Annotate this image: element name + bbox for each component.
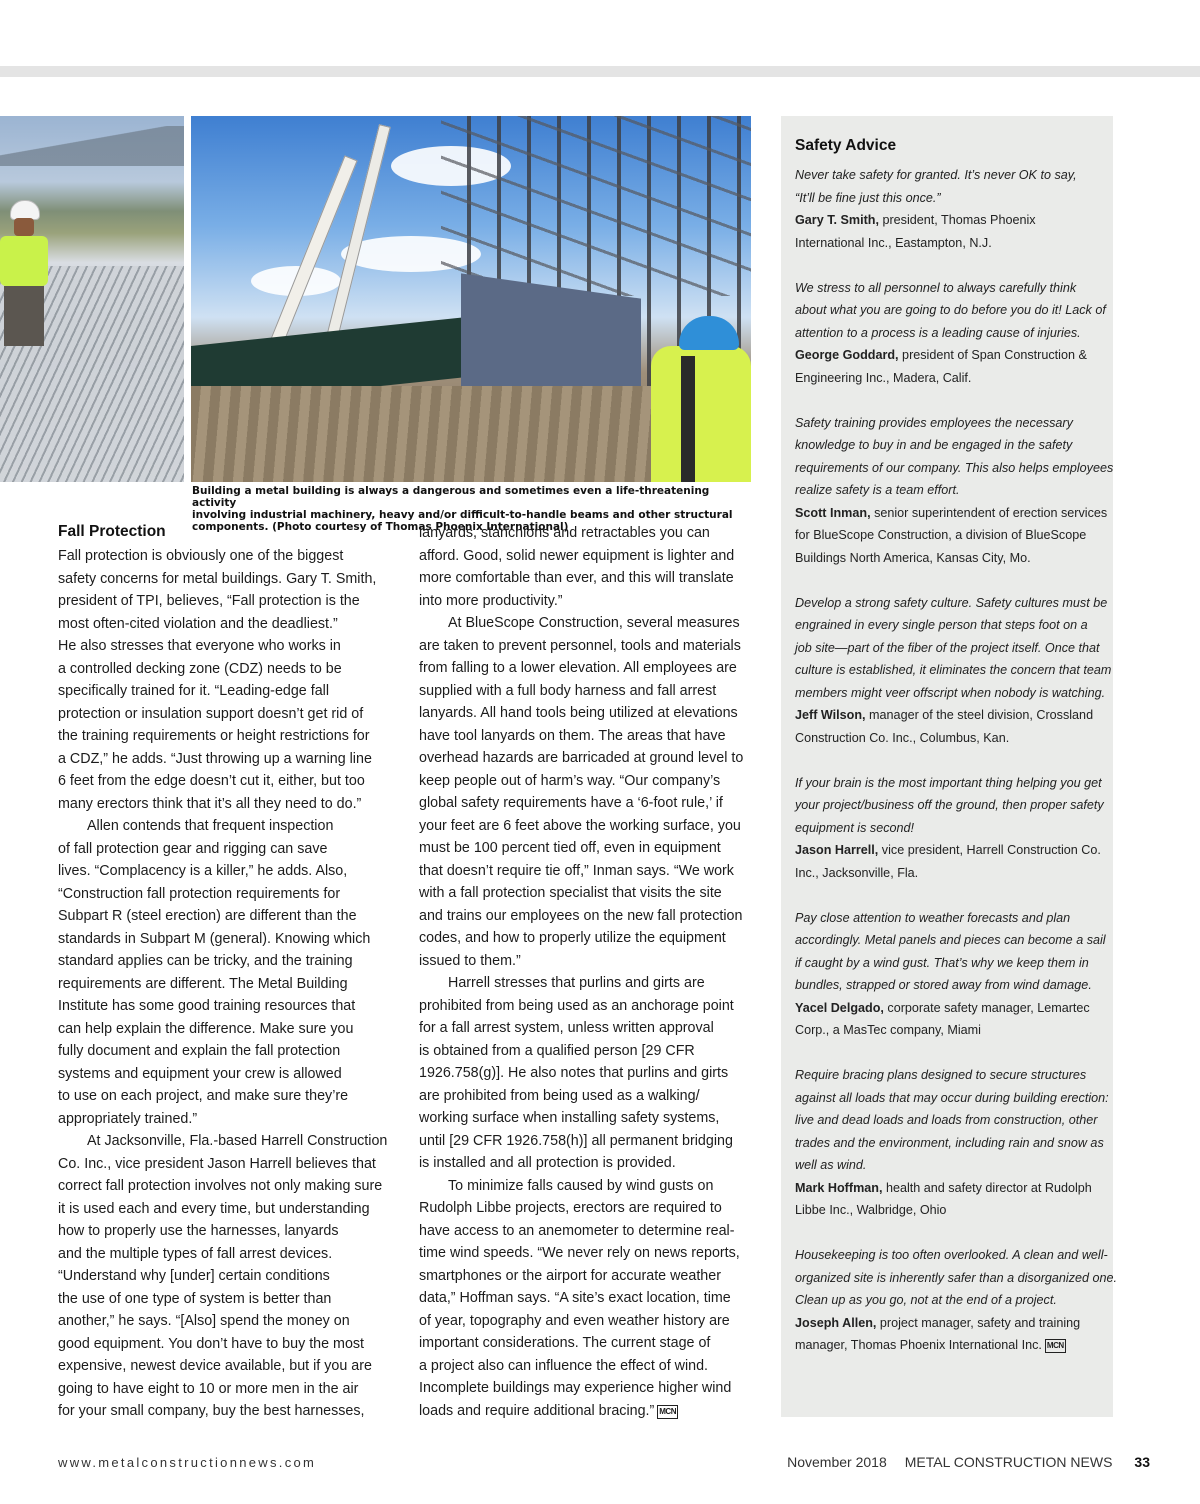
footer-publication: METAL CONSTRUCTION NEWS	[904, 1454, 1113, 1470]
advice-role-line	[795, 1334, 1105, 1357]
article-line: fully document and explain the fall protection	[58, 1043, 341, 1059]
article-line: have access to an anemometer to determine real-	[419, 1222, 735, 1239]
advice-quote: We stress to all personnel to always carefully think	[795, 280, 1077, 295]
article-line: lanyards, stanchions and retractables you can	[419, 525, 710, 541]
article-line: supplied with a full body harness and fall arrest	[419, 682, 717, 699]
advice-quote: about what you are going to do before you do it! Lack of	[795, 303, 1106, 317]
article-line: of fall protection gear and rigging can save	[58, 840, 328, 857]
advice-role: International Inc., Eastampton, N.J.	[795, 235, 992, 250]
advice-attribution	[795, 209, 1105, 232]
advice-quote: culture is established, it eliminates the concern that team	[795, 663, 1112, 677]
article-line: most often-cited violation and the deadliest.”	[58, 615, 338, 632]
advice-quote: accordingly. Metal panels and pieces can become a sail	[795, 933, 1106, 947]
advice-quote: trades and the environment, including rain and snow as	[795, 1135, 1104, 1150]
article-line: is obtained from a qualified person [29 CFR	[419, 1042, 695, 1059]
article-line: that doesn’t require tie off,” Inman says. “We work	[419, 862, 734, 879]
article-line: At Jacksonville, Fla.-based Harrell Construction	[87, 1133, 388, 1149]
advice-role-line	[795, 862, 1105, 885]
article-line: must be 100 percent tied off, even in equipment	[419, 840, 721, 856]
article-line: appropriately trained.”	[58, 1110, 198, 1127]
article-line: can help explain the difference. Make sure you	[58, 1020, 354, 1037]
advice-role: manager of the steel division, Crossland	[865, 708, 1094, 722]
article-line: correct fall protection involves not only making sure	[58, 1178, 383, 1194]
article-line: To minimize falls caused by wind gusts on	[448, 1177, 714, 1194]
advice-role: Buildings North America, Kansas City, Mo.	[795, 550, 1031, 565]
advice-role: health and safety director at Rudolph	[882, 1180, 1092, 1195]
safety-advice-sidebar	[781, 116, 1118, 1417]
advice-quote: organized site is inherently safer than a disorganized one.	[795, 1270, 1118, 1285]
article-line: data,” Hoffman says. “A site’s exact location, time	[419, 1290, 731, 1306]
crane-construction-photo	[191, 116, 751, 482]
article-line: Allen contends that frequent inspection	[87, 818, 334, 834]
section-heading: Fall Protection	[58, 523, 166, 540]
top-rule	[0, 66, 1200, 77]
article-line: it is used each and every time, but understanding	[58, 1200, 370, 1217]
advice-quote: Pay close attention to weather forecasts and plan	[795, 910, 1071, 925]
advice-quote: attention to a process is a leading cause of injuries.	[795, 325, 1081, 340]
advice-quote: If your brain is the most important thing helping you get	[795, 775, 1102, 790]
article-line: Institute has some good training resources that	[58, 998, 356, 1014]
article-line: requirements are different. The Metal Building	[58, 975, 348, 992]
article-line: for a fall arrest system, unless written approval	[419, 1020, 714, 1036]
article-line: the training requirements or height restrictions for	[58, 728, 370, 744]
advice-role: for BlueScope Construction, a division of BlueScope	[795, 528, 1087, 542]
advice-role: Engineering Inc., Madera, Calif.	[795, 370, 972, 385]
article-line: keep people out of harm’s way. “Our company’s	[419, 772, 721, 789]
article-line: loads and require additional bracing.” MCN	[419, 1402, 676, 1419]
article-line: specifically trained for it. “Leading-edge fall	[58, 683, 329, 699]
article-line: overhead hazards are barricaded at ground level to	[419, 750, 744, 766]
advice-name: Jeff Wilson,	[795, 708, 866, 722]
article-line: issued to them.”	[419, 952, 521, 969]
article-line: systems and equipment your crew is allowed	[58, 1065, 342, 1082]
advice-attribution	[795, 344, 1105, 367]
end-mark: MCN	[1045, 1339, 1066, 1353]
article-line: president of TPI, believes, “Fall protection is the	[58, 593, 360, 609]
article-line: a controlled decking zone (CDZ) needs to be	[58, 660, 342, 677]
advice-quote: Require bracing plans designed to secure structures	[795, 1068, 1087, 1082]
article-line: Subpart R (steel erection) are different than the	[58, 908, 357, 924]
advice-quote: equipment is second!	[795, 820, 915, 835]
article-line: are taken to prevent personnel, tools and materials	[419, 637, 741, 654]
advice-role-line	[795, 367, 1105, 390]
advice-attribution	[795, 997, 1105, 1020]
footer-date: November 2018	[787, 1454, 887, 1470]
advice-role: corporate safety manager, Lemartec	[883, 1000, 1090, 1015]
article-line: many erectors think that it’s all they need to do.”	[58, 795, 362, 812]
advice-attribution	[795, 839, 1105, 862]
advice-role-line	[795, 547, 1105, 570]
article-line: global safety requirements have a ‘6-foot rule,’ if	[419, 795, 723, 811]
advice-role-line	[795, 1199, 1105, 1222]
article-line: Fall protection is obviously one of the biggest	[58, 548, 344, 564]
article-line: good equipment. You don’t have to buy the most	[58, 1335, 365, 1352]
article-line: from falling to a lower elevation. All employees are	[419, 660, 737, 676]
page-number: 33	[1134, 1454, 1150, 1470]
article-line: and the multiple types of fall arrest devices.	[58, 1245, 333, 1262]
article-line: how to properly use the harnesses, lanyards	[58, 1223, 339, 1239]
article-line: expensive, newest device available, but if you are	[58, 1358, 372, 1374]
advice-quote: knowledge to buy in and be engaged in the safety	[795, 438, 1073, 452]
advice-attribution	[795, 704, 1105, 727]
advice-name: Scott Inman,	[795, 505, 871, 520]
advice-role-line	[795, 727, 1105, 750]
advice-role: manager, Thomas Phoenix International Inc.	[795, 1338, 1042, 1352]
article-line: have tool lanyards on them. The areas that have	[419, 727, 726, 744]
worker-on-roof-photo	[0, 116, 184, 482]
advice-quote: if caught by a wind gust. That’s why we keep them in	[795, 955, 1089, 970]
advice-quote: job site—part of the fiber of the project itself. Once that	[795, 640, 1100, 655]
advice-role-line	[795, 1019, 1105, 1042]
article-line: into more productivity.”	[419, 592, 563, 609]
advice-name: Mark Hoffman,	[795, 1180, 883, 1195]
article-line: until [29 CFR 1926.758(h)] all permanent bridging	[419, 1132, 733, 1149]
article-line: standards in Subpart M (general). Knowing which	[58, 930, 371, 947]
article-column-1	[58, 545, 398, 1423]
article-line: are prohibited from being used as a walking/	[419, 1087, 700, 1104]
advice-role: president of Span Construction &	[898, 348, 1087, 362]
article-line: a project also can influence the effect of wind.	[419, 1357, 709, 1374]
footer-info	[787, 1454, 1150, 1470]
advice-role: Inc., Jacksonville, Fla.	[795, 865, 919, 880]
article-line: afford. Good, solid newer equipment is lighter and	[419, 547, 735, 564]
advice-role-line	[795, 524, 1105, 547]
advice-quote: engrained in every single person that steps foot on a	[795, 618, 1088, 632]
advice-quote: realize safety is a team effort.	[795, 483, 960, 497]
advice-quote: “It’ll be fine just this once.”	[795, 190, 941, 205]
advice-attribution	[795, 1177, 1105, 1200]
advice-role: Corp., a MasTec company, Miami	[795, 1023, 981, 1037]
advice-role: president, Thomas Phoenix	[878, 213, 1036, 227]
advice-name: Jason Harrell,	[795, 843, 879, 857]
advice-quote: bundles, strapped or stored away from wind damage.	[795, 978, 1092, 992]
article-line: a CDZ,” he adds. “Just throwing up a warning line	[58, 750, 372, 767]
article-line: lives. “Complacency is a killer,” he adds. Also,	[58, 863, 348, 879]
article-line: is installed and all protection is provided.	[419, 1155, 676, 1171]
advice-quote: Never take safety for granted. It’s never OK to say,	[795, 168, 1077, 182]
article-line: safety concerns for metal buildings. Gary T. Smith,	[58, 570, 377, 587]
article-line: At BlueScope Construction, several measures	[448, 615, 740, 631]
footer-website: www.metalconstructionnews.com	[58, 1455, 317, 1470]
advice-attribution	[795, 1312, 1105, 1335]
end-mark: MCN	[657, 1405, 678, 1419]
article-line: important considerations. The current stage of	[419, 1335, 711, 1351]
article-line: He also stresses that everyone who works in	[58, 638, 341, 654]
advice-name: Joseph Allen,	[795, 1315, 877, 1330]
article-line: 1926.758(g)]. He also notes that purlins and girts	[419, 1065, 729, 1081]
article-line: the use of one type of system is better than	[58, 1290, 332, 1307]
article-line: for your small company, buy the best harnesses,	[58, 1403, 365, 1419]
article-line: to use on each project, and make sure they’re	[58, 1088, 349, 1104]
article-line: smartphones or the airport for accurate weather	[419, 1267, 721, 1284]
article-line: your feet are 6 feet above the working surface, you	[419, 817, 741, 834]
advice-quote: members might veer offscript when nobody is watching.	[795, 685, 1106, 700]
advice-quote: Develop a strong safety culture. Safety cultures must be	[795, 595, 1108, 610]
advice-name: Yacel Delgado,	[795, 1000, 884, 1015]
advice-quote: Safety training provides employees the necessary	[795, 415, 1073, 430]
advice-role: senior superintendent of erection services	[870, 505, 1108, 520]
advice-quote: Housekeeping is too often overlooked. A clean and well-	[795, 1248, 1108, 1262]
article-line: “Construction fall protection requirements for	[58, 885, 341, 902]
article-column-2	[419, 522, 754, 1422]
article-line: protection or insulation support doesn’t get rid of	[58, 705, 364, 722]
article-line: going to have eight to 10 or more men in the air	[58, 1380, 359, 1397]
article-line: 6 feet from the edge doesn’t cut it, either, but too	[58, 773, 365, 789]
article-line: “Understand why [under] certain conditions	[58, 1268, 330, 1284]
article-line: Incomplete buildings may experience higher wind	[419, 1380, 732, 1396]
article-line: standard applies can be tricky, and the training	[58, 953, 353, 969]
advice-role: Construction Co. Inc., Columbus, Kan.	[795, 730, 1010, 745]
advice-quote: Clean up as you go, not at the end of a project.	[795, 1293, 1057, 1307]
advice-role: vice president, Harrell Construction Co.	[878, 843, 1101, 857]
article-line: more comfortable than ever, and this will translate	[419, 570, 734, 586]
article-line: lanyards. All hand tools being utilized at elevations	[419, 705, 738, 721]
article-line: time wind speeds. “We never rely on news reports,	[419, 1245, 740, 1261]
advice-quote: well as wind.	[795, 1158, 867, 1172]
sidebar-quotes	[795, 164, 1118, 1357]
article-line: prohibited from being used as an anchorage point	[419, 997, 734, 1014]
sidebar-title: Safety Advice	[795, 137, 897, 154]
article-line: Harrell stresses that purlins and girts are	[448, 975, 705, 991]
article-line: Co. Inc., vice president Jason Harrell believes that	[58, 1155, 376, 1172]
article-line: Rudolph Libbe projects, erectors are required to	[419, 1200, 722, 1216]
article-line: codes, and how to properly utilize the equipment	[419, 930, 726, 946]
article-line: another,” he says. “[Also] spend the money on	[58, 1313, 350, 1329]
advice-attribution	[795, 502, 1108, 525]
advice-quote: requirements of our company. This also helps employees	[795, 460, 1114, 475]
advice-quote: your project/business off the ground, then proper safety	[795, 798, 1104, 812]
photo-caption: Building a metal building is always a dangerous and sometimes even a life-threatening activity involving industrial machinery, heavy and/or difficult-to-handle beams and other structural components. (Photo courtesy of Thomas Phoenix International)	[192, 485, 733, 533]
article-line: working surface when installing safety systems,	[419, 1110, 720, 1126]
advice-name: George Goddard,	[795, 348, 899, 362]
article-line: with a fall protection specialist that visits the site	[419, 885, 722, 901]
advice-role: Libbe Inc., Walbridge, Ohio	[795, 1203, 947, 1217]
article-line: of year, topography and even weather history are	[419, 1312, 730, 1329]
advice-role: project manager, safety and training	[876, 1315, 1081, 1330]
advice-quote: live and dead loads and loads from construction, other	[795, 1113, 1098, 1127]
advice-quote: against all loads that may occur during building erection:	[795, 1090, 1109, 1105]
article-line: and trains our employees on the new fall protection	[419, 907, 743, 924]
advice-name: Gary T. Smith,	[795, 213, 879, 227]
advice-role-line	[795, 232, 1105, 255]
